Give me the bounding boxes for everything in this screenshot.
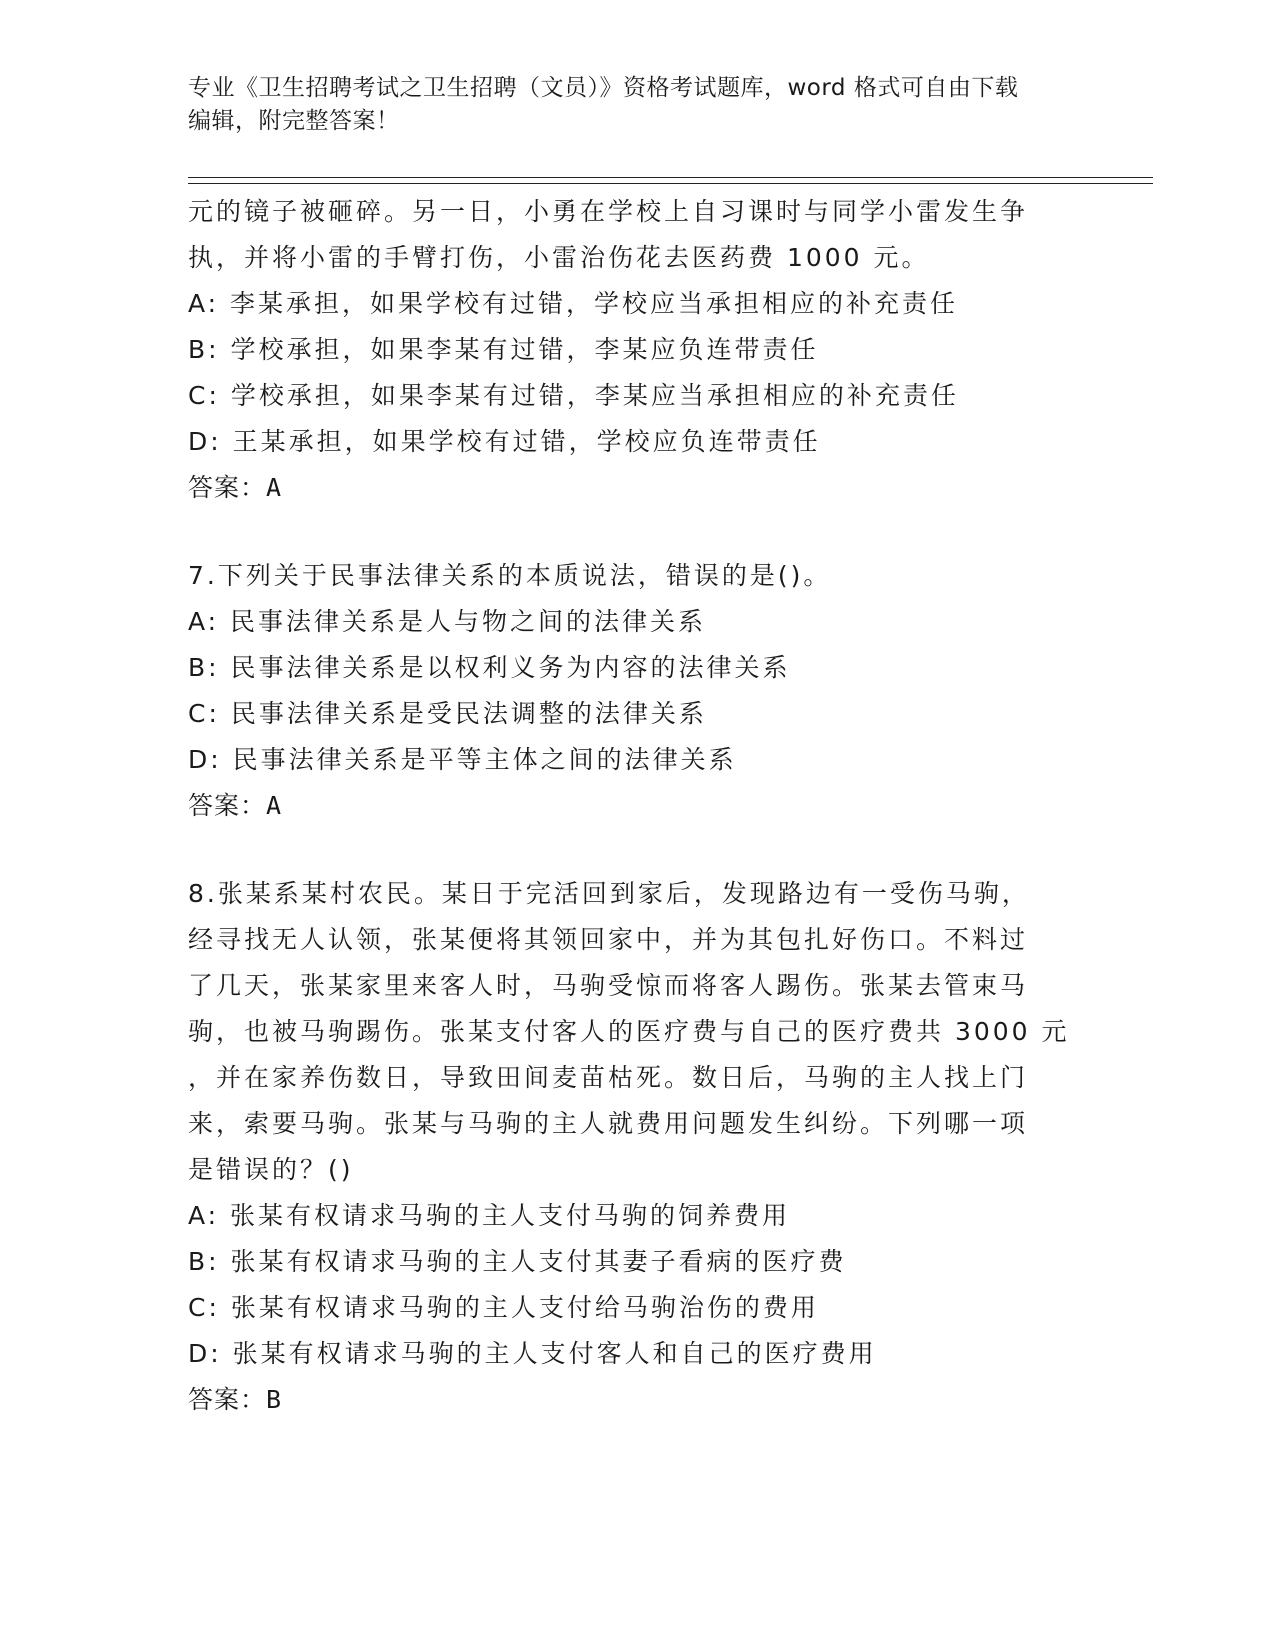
question-content	[188, 189, 1088, 1423]
question-8-answer: 答案：B	[188, 1385, 283, 1414]
question-8-stem-line-1: 8.张某系某村农民。某日于完活回到家后，发现路边有一受伤马驹，	[188, 879, 1030, 908]
question-8-option-b: B: 张某有权请求马驹的主人支付其妻子看病的医疗费	[188, 1247, 847, 1276]
question-7	[188, 553, 1088, 829]
question-8-option-a: A: 张某有权请求马驹的主人支付马驹的饲养费用	[188, 1201, 791, 1230]
question-7-stem-line-1: 7.下列关于民事法律关系的本质说法，错误的是()。	[188, 561, 832, 590]
question-7-option-d: D: 民事法律关系是平等主体之间的法律关系	[188, 745, 737, 774]
question-7-option-a: A: 民事法律关系是人与物之间的法律关系	[188, 607, 707, 636]
question-8-stem-line-5: ，并在家养伤数日，导致田间麦苗枯死。数日后，马驹的主人找上门	[188, 1063, 1029, 1092]
header-divider-bottom	[188, 183, 1153, 184]
question-6-stem-line-2: 执，并将小雷的手臂打伤，小雷治伤花去医药费 1000 元。	[188, 243, 930, 272]
question-6-stem-line-1: 元的镜子被砸碎。另一日，小勇在学校上自习课时与同学小雷发生争	[188, 197, 1029, 226]
question-6-option-c: C: 学校承担，如果李某有过错，李某应当承担相应的补充责任	[188, 381, 959, 410]
question-8-stem-line-3: 了几天，张某家里来客人时，马驹受惊而将客人踢伤。张某去管束马	[188, 971, 1029, 1000]
question-6-option-d: D: 王某承担，如果学校有过错，学校应负连带责任	[188, 427, 821, 456]
header-line-2: 编辑，附完整答案！	[188, 108, 400, 134]
spacer	[188, 511, 1088, 553]
page-header	[188, 72, 1088, 138]
question-6	[188, 189, 1088, 511]
question-6-option-b: B: 学校承担，如果李某有过错，李某应负连带责任	[188, 335, 819, 364]
question-7-option-c: C: 民事法律关系是受民法调整的法律关系	[188, 699, 707, 728]
question-7-answer: 答案：A	[188, 791, 283, 820]
question-8-stem-line-2: 经寻找无人认领，张某便将其领回家中，并为其包扎好伤口。不料过	[188, 925, 1029, 954]
spacer	[188, 829, 1088, 871]
question-8	[188, 871, 1088, 1423]
header-divider-top	[188, 177, 1153, 178]
question-8-stem-line-6: 来，索要马驹。张某与马驹的主人就费用问题发生纠纷。下列哪一项	[188, 1109, 1029, 1138]
question-8-stem-line-7: 是错误的？()	[188, 1155, 354, 1184]
question-8-option-d: D: 张某有权请求马驹的主人支付客人和自己的医疗费用	[188, 1339, 877, 1368]
question-6-answer: 答案：A	[188, 473, 283, 502]
header-line-1: 专业《卫生招聘考试之卫生招聘（文员）》资格考试题库，word 格式可自由下载	[188, 75, 1019, 101]
question-7-option-b: B: 民事法律关系是以权利义务为内容的法律关系	[188, 653, 791, 682]
question-8-option-c: C: 张某有权请求马驹的主人支付给马驹治伤的费用	[188, 1293, 819, 1322]
question-6-option-a: A: 李某承担，如果学校有过错，学校应当承担相应的补充责任	[188, 289, 959, 318]
question-8-stem-line-4: 驹，也被马驹踢伤。张某支付客人的医疗费与自己的医疗费共 3000 元	[188, 1017, 1070, 1046]
